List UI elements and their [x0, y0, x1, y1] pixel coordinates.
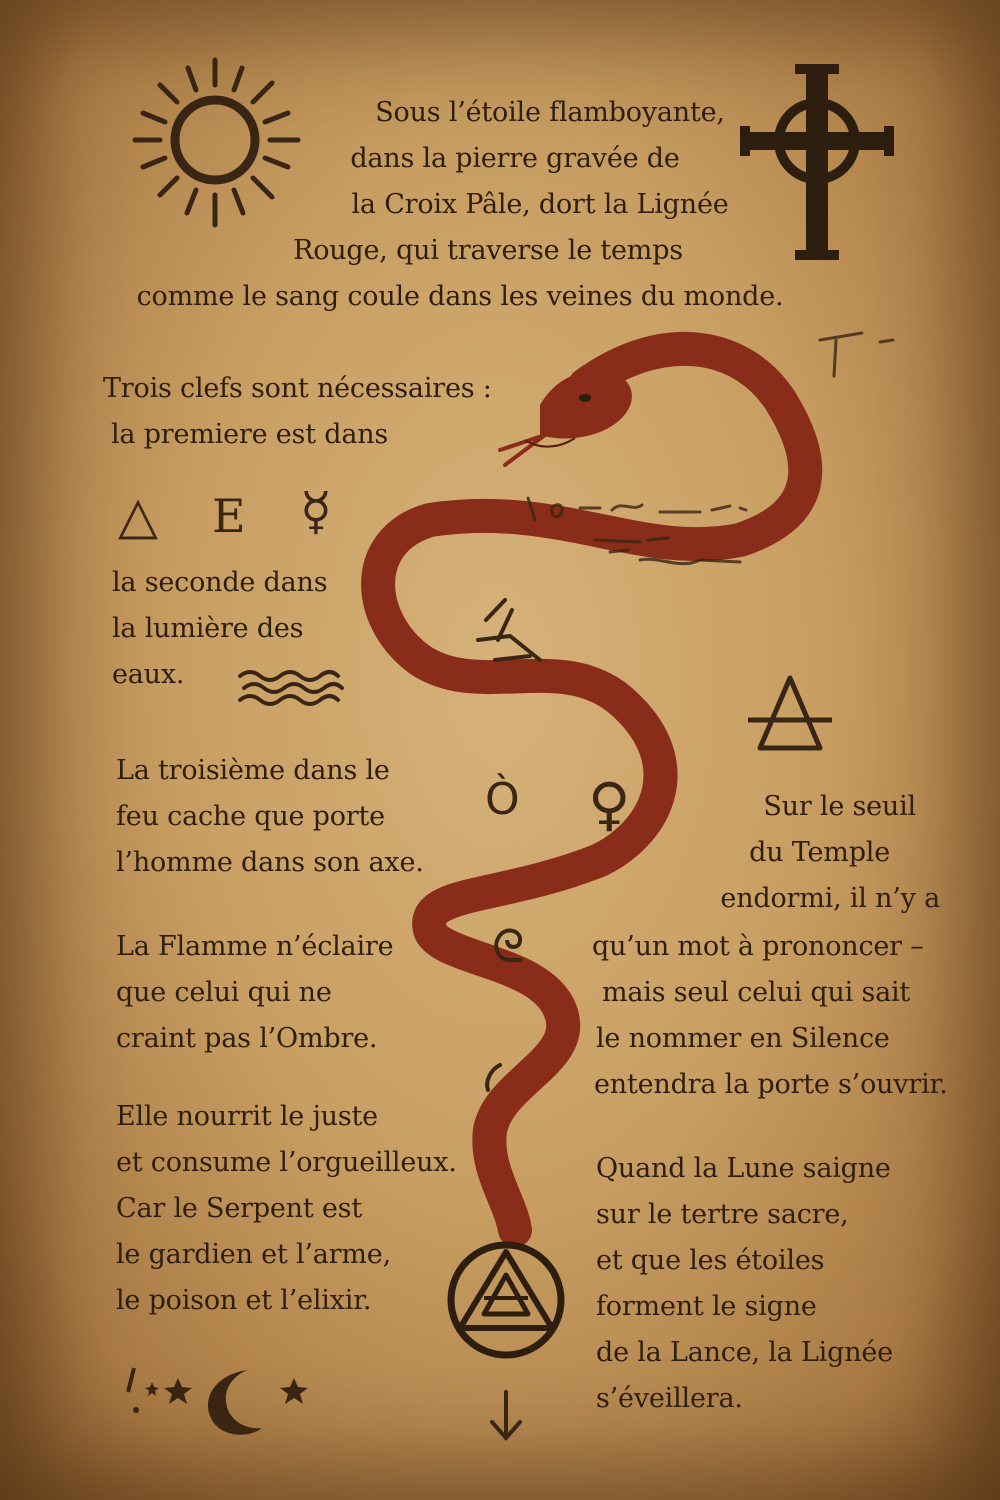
- verse-line: et que les étoiles: [596, 1245, 825, 1276]
- verse-line: feu cache que porte: [116, 801, 385, 832]
- second-key-verse: [112, 560, 327, 698]
- drop-icon: Ò: [485, 774, 520, 825]
- verse-line: le nommer en Silence: [596, 1023, 890, 1054]
- temple-verse-b: [592, 924, 948, 1108]
- verse-line: de la Lance, la Lignée: [596, 1337, 893, 1368]
- verse-line: l’homme dans son axe.: [116, 847, 424, 878]
- third-key-verse: [116, 748, 424, 886]
- verse-line: Rouge, qui traverse le temps: [293, 235, 683, 266]
- verse-line: que celui qui ne: [116, 977, 332, 1008]
- verse-line: mais seul celui qui sait: [602, 977, 911, 1008]
- verse-line: et consume l’orgueilleux.: [116, 1147, 457, 1178]
- verse-line: Car le Serpent est: [116, 1193, 362, 1224]
- e-glyph: E: [212, 489, 246, 543]
- verse-line: le poison et l’elixir.: [116, 1285, 372, 1316]
- verse-line: eaux.: [112, 659, 185, 690]
- spiral-glyph: ᘓ: [492, 919, 525, 973]
- verse-line: du Temple: [749, 837, 890, 868]
- temple-verse-a: [680, 784, 940, 922]
- intro-verse: [100, 90, 820, 320]
- verse-line: la Croix Pâle, dort la Lignée: [351, 189, 729, 220]
- moon-verse: [596, 1146, 893, 1422]
- verse-line: comme le sang coule dans les veines du monde.: [136, 281, 784, 312]
- mercury-glyph: ☿: [300, 482, 332, 542]
- verse-line: Quand la Lune saigne: [596, 1153, 891, 1184]
- verse-line: Elle nourrit le juste: [116, 1101, 378, 1132]
- keys-verse: [103, 366, 492, 458]
- fire-triangle-glyph: △: [118, 486, 158, 546]
- verse-line: la lumière des: [112, 613, 304, 644]
- triangle-circle-seal-icon: [451, 1245, 561, 1355]
- verse-line: le gardien et l’arme,: [116, 1239, 391, 1270]
- verse-line: La Flamme n’éclaire: [116, 931, 394, 962]
- verse-line: craint pas l’Ombre.: [116, 1023, 378, 1054]
- air-symbol-icon: [748, 678, 832, 748]
- verse-line: la seconde dans: [112, 567, 328, 598]
- arrow-down-icon: [492, 1392, 520, 1438]
- moon-stars-icon: [128, 1368, 308, 1435]
- verse-line: qu’un mot à prononcer –: [592, 931, 924, 962]
- verse-line: endormi, il n’y a: [720, 883, 940, 914]
- serpent-verse: [116, 1094, 457, 1324]
- verse-line: la premiere est dans: [111, 419, 389, 450]
- flame-verse: [116, 924, 393, 1062]
- verse-line: entendra la porte s’ouvrir.: [594, 1069, 948, 1100]
- verse-line: La troisième dans le: [116, 755, 390, 786]
- verse-line: Sous l’étoile flamboyante,: [375, 97, 725, 128]
- broken-triangle-glyph: [478, 600, 540, 660]
- verse-line: Trois clefs sont nécessaires :: [103, 373, 492, 404]
- verse-line: dans la pierre gravée de: [350, 143, 680, 174]
- verse-line: s’éveillera.: [596, 1383, 743, 1414]
- verse-line: sur le tertre sacre,: [596, 1199, 849, 1230]
- verse-line: Sur le seuil: [763, 791, 916, 822]
- venus-symbol-icon: ♀: [588, 770, 631, 838]
- verse-line: forment le signe: [596, 1291, 817, 1322]
